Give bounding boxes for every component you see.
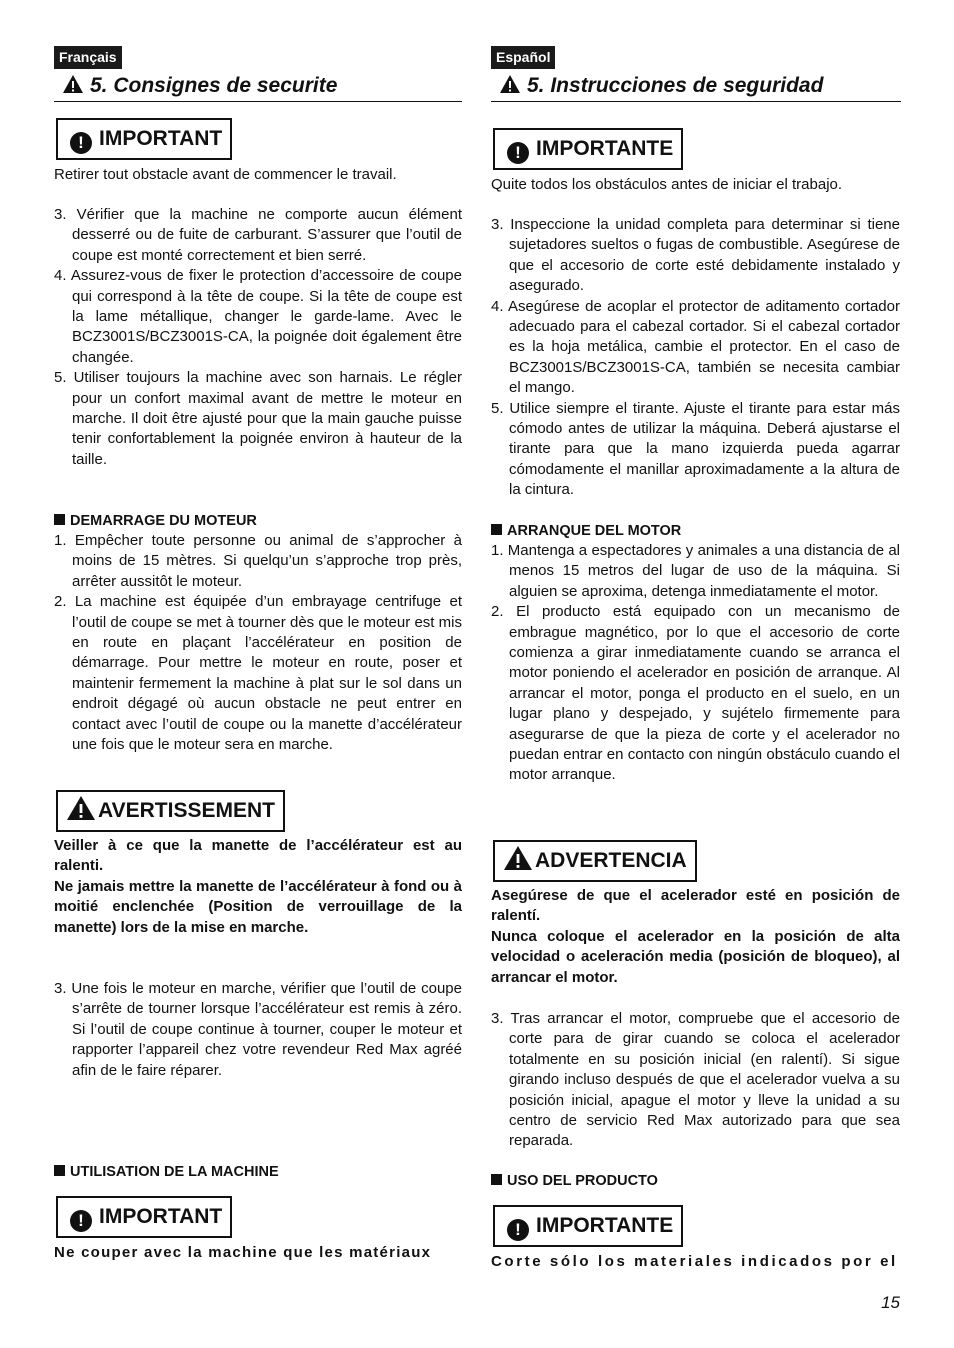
section-title-spanish [491, 72, 901, 102]
warning-line: Ne jamais mettre la manette de l’accélérateur à fond ou à moitié enclenchée (Position de verrouillage de la manette) lors de la mise en marche. [54, 877, 462, 936]
list-item: 3. Une fois le moteur en marche, vérifier que l’outil de coupe s’arrête de tourner lorsque l’accélérateur est remis à zéro. Si l’outil de coupe continue à tourner, couper le moteur et rapporter l’appareil chez votre revendeur Red Max agréé afin de le faire réparer. [54, 980, 462, 1079]
list-item: 3. Tras arrancar el motor, compruebe que el accesorio de corte para de girar cuando se coloca el acelerador totalmente en su posición inicial (en ralentí). Si sigue girando incluso después de que el acelerador vuelva a su posición inicial, apague el motor y lleve la unidad a su centro de servicio Red Max autorizado para que sea reparada. [491, 1010, 900, 1150]
list-start [54, 531, 462, 755]
list-item: 5. Utilice siempre el tirante. Ajuste el tirante para estar más cómodo antes de utilizar la máquina. Deberá ajustarse el tirante para que la mano izquierda pueda agarrar cómodamente el manillar aproximadamente a la altura de la cintura. [491, 399, 900, 499]
subheading-use [491, 1171, 900, 1191]
warning-line: Nunca coloque el acelerador en la posición de alta velocidad o aceleración media (posición de bloqueo), al arrancar el motor. [491, 927, 900, 986]
language-tab-french: Français [54, 46, 122, 69]
list-item: 2. La machine est équipée d’un embrayage centrifuge et l’outil de coupe se met à tourner dès que le moteur est mis en route en plaçant l’accélérateur en position de démarrage. Pour mettre le moteur en route, poser et maintenir fermement la machine à plat sur le sol dans un endroit dégagé où aucun obstacle ne peut entrer en contact avec l’outil de coupe ou la manette d’accélérateur une fois que le moteur sera en marche. [54, 593, 462, 754]
exclamation-icon: ! [70, 132, 92, 154]
important-label: IMPORTANTE [536, 137, 674, 160]
list-item: 4. Assurez-vous de fixer le protection d’accessoire de coupe qui correspond à la tête de coupe. Si la tête de coupe est la lame métallique, changer le garde-lame. Avec le BCZ3001S/BCZ3001S-CA, la poignée doit également être changée. [54, 267, 462, 366]
subheading-text: DEMARRAGE DU MOTEUR [70, 513, 257, 529]
list-item: 5. Utiliser toujours la machine avec son harnais. Le régler pour un confort maximal avant de mettre le moteur en marche. Il doit être ajusté pour que la main gauche puisse tenir confortablement la poignée environ à hauteur de la taille. [54, 369, 462, 468]
warning-box [493, 840, 697, 882]
list-item: 1. Mantenga a espectadores y animales a una distancia de al menos 15 metros del lugar de uso de la máquina. Si alguien se aproxima, detenga inmediatamente el motor. [491, 542, 900, 600]
subheading-start [54, 511, 462, 531]
section-title-text: 5. Instrucciones de seguridad [527, 74, 824, 97]
exclamation-icon: ! [507, 1219, 529, 1241]
square-bullet-icon [491, 524, 502, 535]
square-bullet-icon [491, 1174, 502, 1185]
important-label: IMPORTANTE [536, 1214, 674, 1237]
intro-text: Quite todos los obstáculos antes de iniciar el trabajo. [491, 176, 843, 193]
list-item: 4. Asegúrese de acoplar el protector de aditamento cortador adecuado para el cabezal cortador. Si el cabezal cortador es la hoja metálica, cambie el protector. En el caso de BCZ3001S/BCZ3001S-CA, también se necesita cambiar el mango. [491, 297, 900, 397]
square-bullet-icon [54, 514, 65, 525]
section-title-text: 5. Consignes de securite [90, 74, 338, 97]
section-title-french [54, 72, 462, 102]
list-start [491, 541, 900, 786]
warning-line: Asegúrese de que el acelerador esté en posición de ralentí. [491, 887, 900, 925]
warning-triangle-icon [499, 74, 521, 94]
list-item: 3. Inspeccione la unidad completa para determinar si tiene sujetadores sueltos o fugas de combustible. Asegúrese de que el accesorio de corte esté debidamente instalado y asegurado. [491, 216, 900, 295]
list-item: 3. Vérifier que la machine ne comporte aucun élément desserré ou de fuite de carburant. S’assurer que l’outil de coupe est monté correctement et bien serré. [54, 206, 462, 264]
subheading-use [54, 1162, 462, 1182]
exclamation-icon: ! [507, 142, 529, 164]
warning-box [56, 790, 285, 832]
important-label: IMPORTANT [99, 127, 223, 150]
warning-triangle-icon [62, 74, 84, 94]
subheading-start [491, 521, 900, 541]
list-item: 2. El producto está equipado con un mecanismo de embrague magnético, por lo que el accesorio de corte comienza a girar inmediatamente cuando se arranca el motor poniendo el acelerador en posición de arranque. Al arrancar el motor, ponga el producto en el suelo, en un lugar plano y despejado, y sujételo firmemente para asegurarse de que la pieza de corte y el acelerador no puedan entrar en contacto con ningún obstáculo cuando el motor arranque. [491, 603, 900, 784]
exclamation-icon: ! [70, 1210, 92, 1232]
subheading-text: UTILISATION DE LA MACHINE [70, 1164, 279, 1180]
important-box [493, 128, 683, 170]
warning-text [54, 836, 462, 938]
intro-text: Retirer tout obstacle avant de commencer le travail. [54, 166, 397, 183]
last-line: Corte sólo los materiales indicados por el [491, 1253, 898, 1270]
important-box [56, 1196, 232, 1238]
warning-line: Veiller à ce que la manette de l’accélérateur est au ralenti. [54, 837, 462, 875]
warning-label: AVERTISSEMENT [98, 799, 275, 822]
important-box [56, 118, 232, 160]
warning-triangle-icon [66, 795, 96, 821]
last-line: Ne couper avec la machine que les matériaux [54, 1244, 432, 1261]
list-inspection [54, 205, 462, 470]
list-after-start [54, 979, 462, 1081]
subheading-text: ARRANQUE DEL MOTOR [507, 523, 682, 539]
warning-triangle-icon [503, 845, 533, 871]
language-tab-spanish: Español [491, 46, 555, 69]
list-after-start [491, 1009, 900, 1152]
subheading-text: USO DEL PRODUCTO [507, 1173, 658, 1189]
page-number: 15 [881, 1293, 900, 1312]
square-bullet-icon [54, 1165, 65, 1176]
list-item: 1. Empêcher toute personne ou animal de s’approcher à moins de 15 mètres. Si quelqu’un s’approche trop près, arrêter aussitôt le moteur. [54, 532, 462, 590]
list-inspection [491, 215, 900, 501]
warning-label: ADVERTENCIA [535, 849, 687, 872]
important-box [493, 1205, 683, 1247]
warning-text [491, 886, 900, 988]
important-label: IMPORTANT [99, 1205, 223, 1228]
